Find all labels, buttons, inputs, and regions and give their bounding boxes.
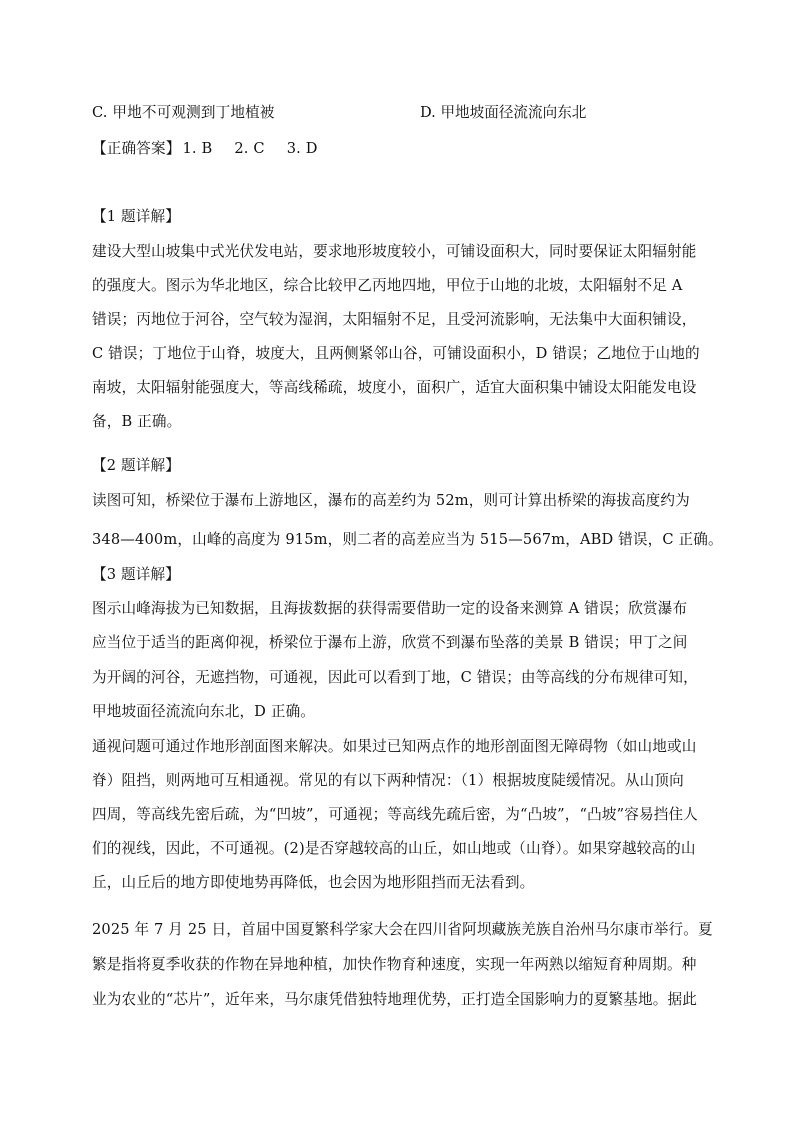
q2-line: 348—400m，山峰的高度为 915m，则二者的高差应当为 515—567m，ABD 错误，C 正确。	[92, 531, 723, 548]
note-line: 们的视线，因此，不可通视。(2)是否穿越较高的山丘，如山地或（山脊）。如果穿越较高的山	[92, 840, 696, 857]
q3-heading: 【3 题详解】	[92, 566, 180, 583]
answer-item: 1. B	[182, 140, 213, 157]
option-c: C. 甲地不可观测到丁地植被	[92, 104, 275, 121]
q2-line: 读图可知，桥梁位于瀑布上游地区，瀑布的高差约为 52m，则可计算出桥梁的海拔高度约为	[92, 492, 690, 509]
q3-line: 图示山峰海拔为已知数据，且海拔数据的获得需要借助一定的设备来测算 A 错误；欣赏瀑布	[92, 600, 688, 617]
option-d: D. 甲地坡面径流流向东北	[420, 104, 587, 121]
answer-label: 【正确答案】	[92, 140, 181, 157]
q1-heading: 【1 题详解】	[92, 208, 180, 225]
passage-line: 繁是指将夏季收获的作物在异地种植，加快作物育种速度，实现一年两熟以缩短育种周期。种	[92, 956, 697, 973]
q1-line: 的强度大。图示为华北地区，综合比较甲乙丙地四地，甲位于山地的北坡，太阳辐射不足 A	[92, 277, 683, 294]
q3-line: 甲地坡面径流流向东北，D 正确。	[92, 703, 316, 720]
note-line: 丘，山丘后的地方即使地势再降低，也会因为地形阻挡而无法看到。	[92, 874, 535, 891]
answer-item: 3. D	[286, 140, 318, 157]
q1-line: 建设大型山坡集中式光伏发电站，要求地形坡度较小，可铺设面积大，同时要保证太阳辐射能	[92, 243, 697, 260]
note-line: 通视问题可通过作地形剖面图来解决。如果过已知两点作的地形剖面图无障碍物（如山地或山	[92, 738, 697, 755]
passage-line: 2025 年 7 月 25 日，首届中国夏繁科学家大会在四川省阿坝藏族羌族自治州马尔康市举行。夏	[92, 921, 713, 938]
q3-line: 为开阔的河谷，无遮挡物，可通视，因此可以看到丁地，C 错误；由等高线的分布规律可知，	[92, 669, 698, 686]
q1-line: 备，B 正确。	[92, 413, 182, 430]
answer-item: 2. C	[234, 140, 265, 157]
q1-line: C 错误；丁地位于山脊，坡度大，且两侧紧邻山谷，可铺设面积小，D 错误；乙地位于山地的	[92, 345, 700, 362]
note-line: 四周，等高线先密后疏，为“凹坡”，可通视；等高线先疏后密，为“凸坡”，“凸坡”容易挡住人	[92, 806, 698, 823]
q2-heading: 【2 题详解】	[92, 457, 180, 474]
q3-line: 应当位于适当的距离仰视，桥梁位于瀑布上游，欣赏不到瀑布坠落的美景 B 错误；甲丁之间	[92, 634, 688, 651]
q1-line: 南坡，太阳辐射能强度大，等高线稀疏，坡度小，面积广，适宜大面积集中铺设太阳能发电设	[92, 379, 697, 396]
passage-line: 业为农业的“芯片”，近年来，马尔康凭借独特地理优势，正打造全国影响力的夏繁基地。据此	[92, 991, 697, 1008]
answer-line	[92, 139, 340, 159]
q1-line: 错误；丙地位于河谷，空气较为湿润，太阳辐射不足，且受河流影响，无法集中大面积铺设，	[92, 311, 697, 328]
note-line: 脊）阻挡，则两地可互相通视。常见的有以下两种情况：（1）根据坡度陡缓情况。从山顶向	[92, 772, 684, 789]
